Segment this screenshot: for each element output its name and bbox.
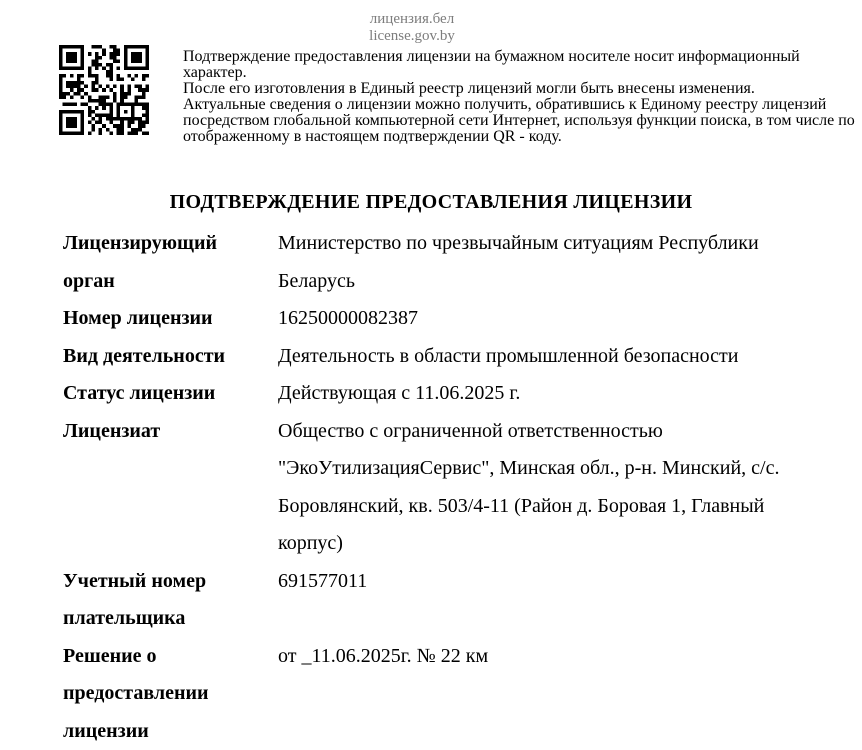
license-row-label: Лицензиат — [63, 413, 278, 451]
notice-paragraph — [183, 49, 855, 145]
license-row-value: Деятельность в области промышленной безопасности — [278, 338, 834, 376]
license-row-value: от _11.06.2025г. № 22 км — [278, 638, 834, 676]
license-row-label: Статус лицензии — [63, 375, 278, 413]
license-row-value: 16250000082387 — [278, 300, 834, 338]
license-row — [63, 563, 862, 638]
license-row-value: 691577011 — [278, 563, 834, 601]
license-row-value: Общество с ограниченной ответственностью "ЭкоУтилизацияСервис", Минская обл., р-н. Минский, с/с. Боровлянский, кв. 503/4-11 (Район д. Боровая 1, Главный корпус) — [278, 413, 834, 563]
notice-sentence: Актуальные сведения о лицензии можно получить, обратившись к Единому реестру лицензий посредством глобальной компьютерной сети Интернет, используя функции поиска, в том числе по отображенному в настоящем подтверждении QR - коду. — [183, 97, 855, 145]
header-row — [59, 45, 862, 145]
license-row — [63, 375, 862, 413]
site-header — [0, 0, 862, 45]
site-title-primary: лицензия.бел — [0, 11, 824, 28]
license-row-label: Лицензирующий орган — [63, 225, 278, 300]
license-row — [63, 225, 862, 300]
license-row-value: Действующая с 11.06.2025 г. — [278, 375, 834, 413]
notice-sentence: После его изготовления в Единый реестр лицензий могли быть внесены изменения. — [183, 81, 855, 97]
page-title: ПОДТВЕРЖДЕНИЕ ПРЕДОСТАВЛЕНИЯ ЛИЦЕНЗИИ — [0, 189, 862, 216]
license-details-table — [63, 225, 862, 750]
license-row-value: Министерство по чрезвычайным ситуациям Республики Беларусь — [278, 225, 834, 300]
license-row-label: Решение о предоставлении лицензии — [63, 638, 278, 750]
license-row-label: Вид деятельности — [63, 338, 278, 376]
notice-sentence: Подтверждение предоставления лицензии на бумажном носителе носит информационный характер. — [183, 49, 855, 81]
license-row — [63, 413, 862, 563]
license-row — [63, 638, 862, 750]
license-row-label: Номер лицензии — [63, 300, 278, 338]
license-row — [63, 338, 862, 376]
license-row — [63, 300, 862, 338]
license-row-label: Учетный номер плательщика — [63, 563, 278, 638]
qr-code-image — [59, 45, 149, 135]
site-title-secondary: license.gov.by — [0, 28, 824, 45]
